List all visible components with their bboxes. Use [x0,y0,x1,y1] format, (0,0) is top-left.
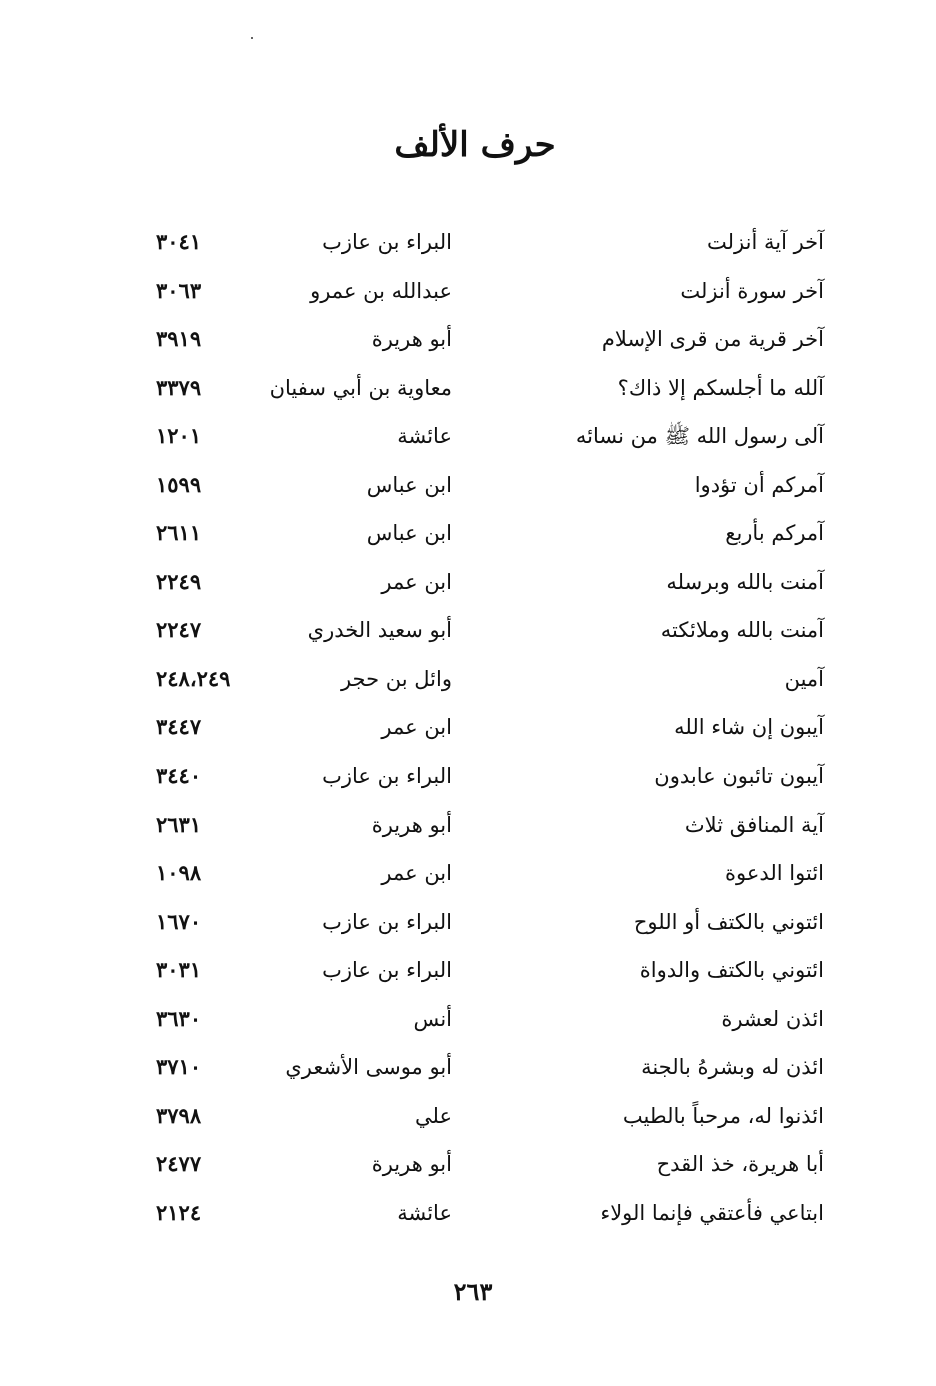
narrator-name: ابن عمر [381,715,452,740]
narrator-name: عائشة [397,424,452,449]
narrator-name: البراء بن عازب [322,909,452,934]
hadith-number: ١٠٩٨ [156,860,202,886]
hadith-text: أبا هريرة، خذ القدح [656,1152,824,1177]
table-row [150,946,830,995]
hadith-text: آمنت بالله وملائكته [660,618,824,643]
table-row [150,1140,830,1189]
hadith-index-table [150,218,830,1237]
hadith-number: ٢٢٤٧ [156,617,202,643]
table-row [150,509,830,558]
hadith-text: آلله ما أجلسكم إلا ذاك؟ [617,375,824,400]
narrator-name: عائشة [397,1200,452,1225]
hadith-number: ٢٢٤٩ [156,568,202,594]
table-row [150,1043,830,1092]
narrator-name: أنس [413,1006,452,1031]
narrator-name: ابن عمر [381,861,452,886]
hadith-text: ائتوني بالكتف أو اللوح [633,909,824,934]
hadith-text: ابتاعي فأعتقي فإنما الولاء [600,1200,824,1225]
narrator-name: أبو هريرة [371,327,452,352]
narrator-name: البراء بن عازب [322,958,452,983]
hadith-number: ٣٠٤١ [156,229,202,254]
table-row [150,995,830,1044]
hadith-number: ٣٤٤٠ [156,763,202,789]
table-row [150,606,830,655]
hadith-text: ائذن لعشرة [721,1006,824,1031]
narrator-name: علي [415,1103,452,1128]
table-row [150,218,830,267]
page-number: ٢٦٣ [453,1277,493,1306]
narrator-name: وائل بن حجر [340,666,452,691]
narrator-name: أبو هريرة [371,1152,452,1177]
narrator-name: أبو سعيد الخدري [307,618,452,643]
hadith-number: ٣٦٣٠ [156,1005,202,1031]
narrator-name: البراء بن عازب [322,764,452,789]
hadith-text: آيبون إن شاء الله [674,715,824,740]
hadith-number: ١٥٩٩ [156,471,202,497]
table-row [150,364,830,413]
hadith-text: ائذنوا له، مرحباً بالطيب [622,1103,824,1128]
hadith-number: ٣٧١٠ [156,1054,202,1080]
hadith-number: ٣٤٤٧ [156,714,202,740]
table-row [150,412,830,461]
narrator-name: ابن عباس [366,521,452,546]
table-row [150,801,830,850]
narrator-name: أبو هريرة [371,812,452,837]
hadith-text: آمركم بأربع [725,521,824,546]
hadith-text: ائتوني بالكتف والدواة [639,958,824,983]
table-row [150,558,830,607]
hadith-text: آية المنافق ثلاث [684,812,824,837]
hadith-number: ٣٩١٩ [156,326,202,352]
hadith-text: آمنت بالله وبرسله [666,569,824,594]
narrator-name: البراء بن عازب [322,230,452,254]
hadith-number: ٣٣٧٩ [156,374,202,400]
table-row [150,752,830,801]
hadith-number: ٢٦٣١ [156,811,202,837]
table-row [150,1189,830,1238]
table-row [150,1092,830,1141]
narrator-name: أبو موسى الأشعري [285,1055,452,1080]
table-row [150,655,830,704]
narrator-name: عبدالله بن عمرو [310,278,452,303]
hadith-text: آيبون تائبون عابدون [654,764,824,789]
hadith-text: آخر آية أنزلت [707,230,824,254]
hadith-text: آلى رسول الله ﷺ من نسائه [575,424,824,449]
hadith-text: آمركم أن تؤدوا [694,472,824,497]
hadith-number: ٣٧٩٨ [156,1102,202,1128]
hadith-text: ائتوا الدعوة [724,861,824,886]
hadith-number: ٢٤٨،٢٤٩ [156,665,231,691]
hadith-number: ١٦٧٠ [156,908,202,934]
table-row [150,703,830,752]
scan-speck [251,37,253,39]
page-title: حرف الألف [394,125,556,165]
narrator-name: معاوية بن أبي سفيان [269,375,452,400]
table-row [150,898,830,947]
hadith-number: ٣٠٣١ [156,957,202,983]
hadith-number: ٣٠٦٣ [156,277,202,303]
hadith-number: ١٢٠١ [156,423,202,449]
hadith-number: ٢٤٧٧ [156,1151,202,1177]
narrator-name: ابن عباس [366,472,452,497]
hadith-text: آخر قرية من قرى الإسلام [601,327,824,352]
table-row [150,461,830,510]
table-row [150,849,830,898]
hadith-number: ٢١٢٤ [156,1199,202,1225]
hadith-text: آمين [784,666,824,691]
narrator-name: ابن عمر [381,569,452,594]
hadith-text: آخر سورة أنزلت [680,278,824,303]
hadith-number: ٢٦١١ [156,520,202,546]
table-row [150,315,830,364]
hadith-text: ائذن له وبشرهُ بالجنة [641,1055,824,1080]
table-row [150,267,830,316]
